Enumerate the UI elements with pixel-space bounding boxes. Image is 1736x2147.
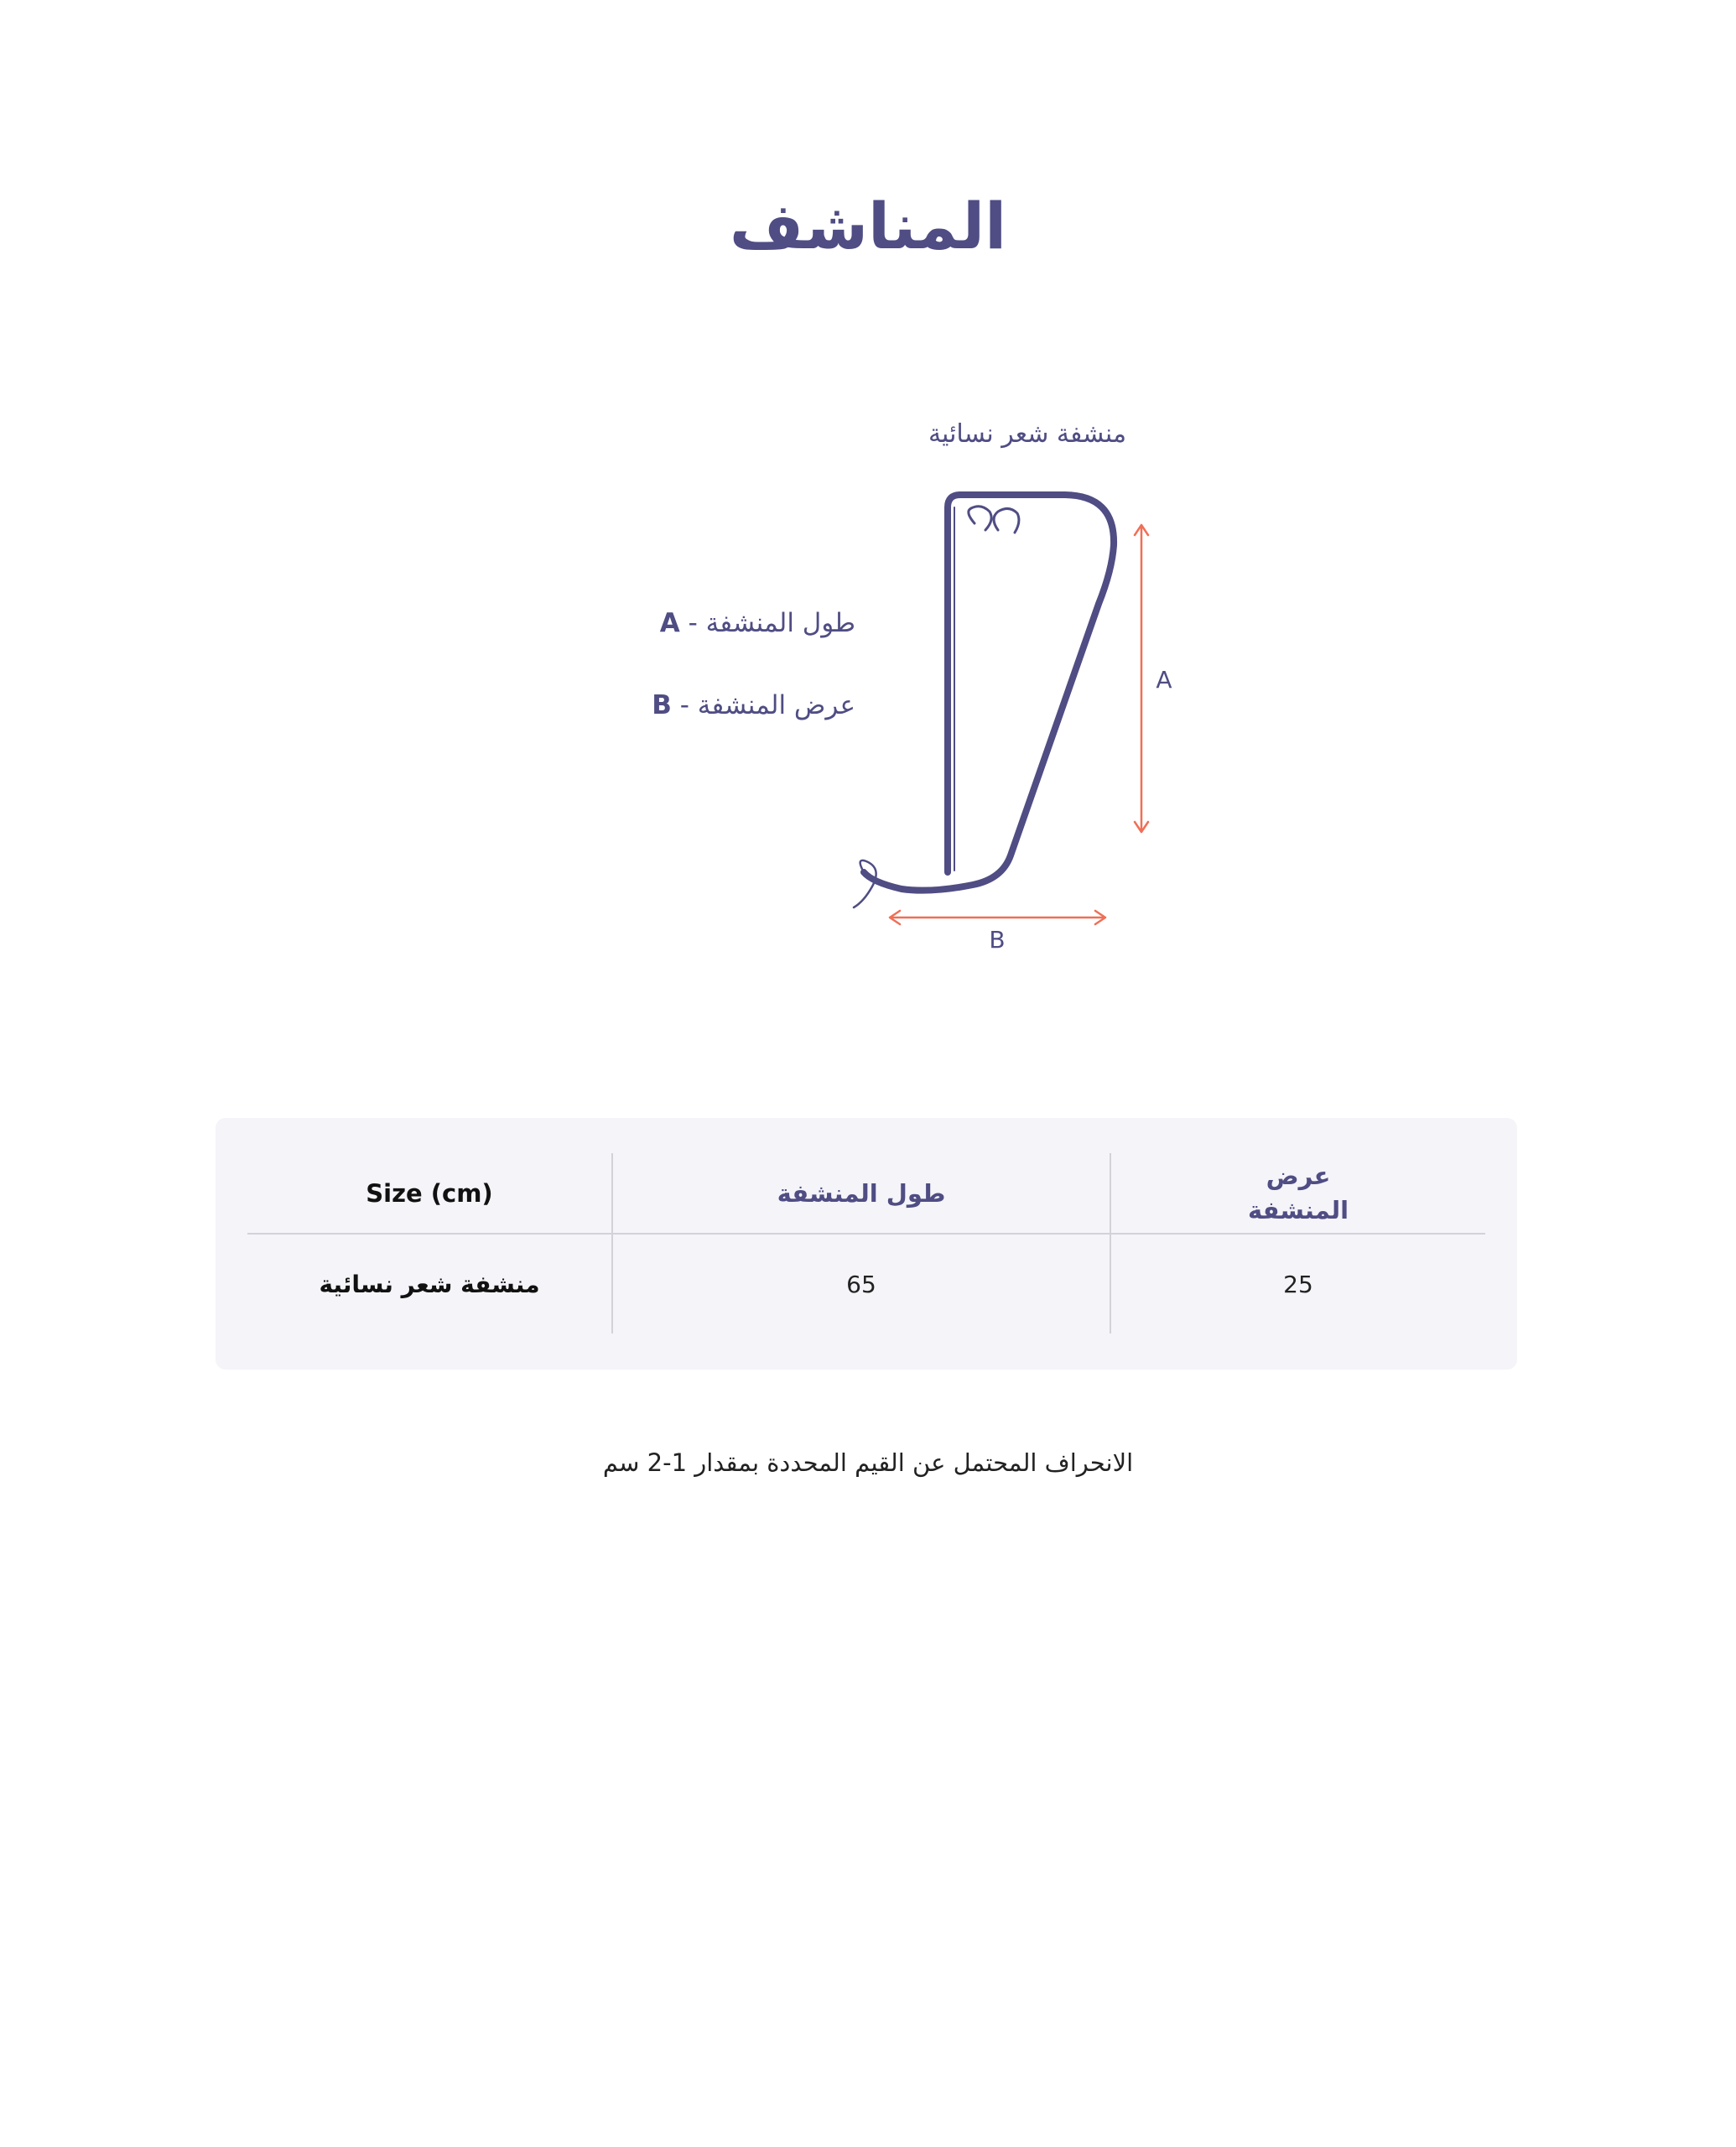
size-table [216, 1118, 1517, 1370]
size-table-grid [247, 1153, 1485, 1333]
towel-outline-icon [854, 495, 1114, 907]
legend-width-letter: B [652, 690, 672, 720]
header-length: طول المنشفة [612, 1153, 1110, 1234]
legend-width [503, 690, 855, 720]
legend-length-letter: A [659, 608, 680, 638]
dimension-b-label: B [989, 926, 1006, 954]
product-label: منشفة شعر نسائية [928, 419, 1127, 449]
page-title: المناشف [729, 189, 1007, 263]
width-arrow-icon [890, 911, 1105, 924]
legend-length-separator: - [679, 608, 706, 638]
row-name: منشفة شعر نسائية [319, 1270, 540, 1298]
row-length-value: 65 [612, 1234, 1110, 1333]
length-arrow-icon [1135, 525, 1148, 832]
legend-length-text: طول المنشفة [705, 608, 855, 638]
table-header-row [247, 1153, 1485, 1234]
header-size: Size (cm) [247, 1153, 612, 1234]
legend-width-separator: - [671, 690, 698, 720]
header-width [1110, 1153, 1485, 1234]
row-width-value: 25 [1110, 1234, 1485, 1333]
legend-length [503, 608, 855, 638]
towel-diagram [830, 478, 1208, 964]
tolerance-note: الانحراف المحتمل عن القيم المحددة بمقدار 1-2 سم [602, 1448, 1134, 1477]
dimension-a-label: A [1156, 666, 1172, 694]
header-width-text: عرض المنشفة [1247, 1161, 1349, 1224]
legend-width-text: عرض المنشفة [697, 690, 855, 720]
table-row [247, 1234, 1485, 1333]
